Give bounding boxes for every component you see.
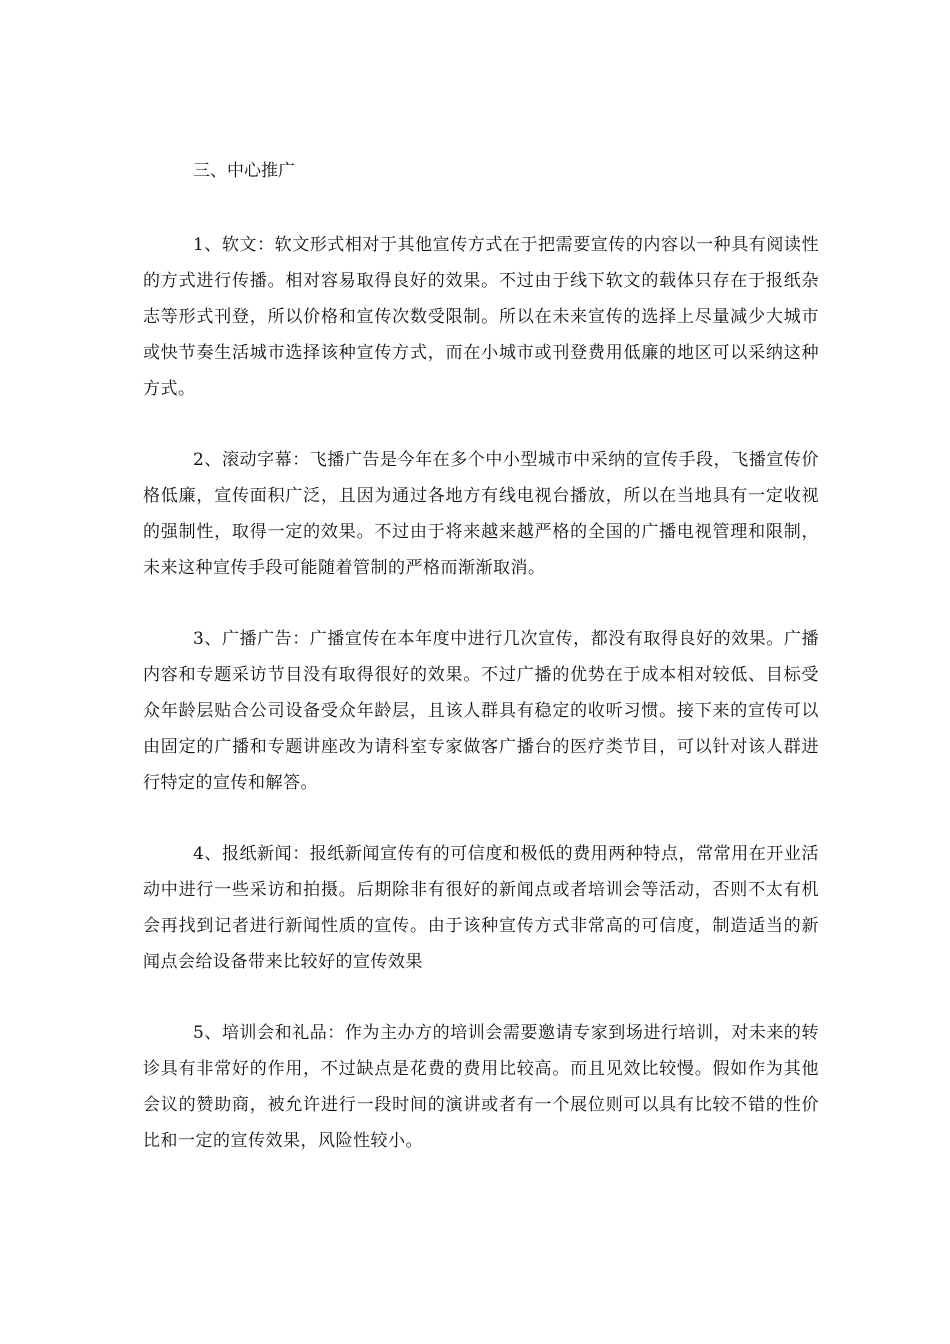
paragraph-soft-article: 1、软文：软文形式相对于其他宣传方式在于把需要宣传的内容以一种具有阅读性的方式进行传播。相对容易取得良好的效果。不过由于线下软文的载体只存在于报纸杂志等形式刊登，所以价格和宣传次数受限制。所以在未来宣传的选择上尽量减少大城市或快节奏生活城市选择该种宣传方式，而在小城市或刊登费用低廉的地区可以采纳这种方式。 (143, 235, 819, 399)
paragraph-radio-advertising: 3、广播广告：广播宣传在本年度中进行几次宣传，都没有取得良好的效果。广播内容和专题采访节目没有取得很好的效果。不过广播的优势在于成本相对较低、目标受众年龄层贴合公司设备受众年龄层，且该人群具有稳定的收听习惯。接下来的宣传可以由固定的广播和专题讲座改为请科室专家做客广播台的医疗类节目，可以针对该人群进行特定的宣传和解答。 (143, 629, 819, 793)
paragraph-training-and-gifts: 5、培训会和礼品：作为主办方的培训会需要邀请专家到场进行培训，对未来的转诊具有非常好的作用，不过缺点是花费的费用比较高。而且见效比较慢。假如作为其他会议的赞助商，被允许进行一段时间的演讲或者有一个展位则可以具有比较不错的性价比和一定的宣传效果，风险性较小。 (143, 1023, 819, 1151)
section-heading: 三、中心推广 (193, 161, 295, 181)
document-body (143, 153, 819, 1159)
paragraph-newspaper-news: 4、报纸新闻：报纸新闻宣传有的可信度和极低的费用两种特点，常常用在开业活动中进行一些采访和拍摄。后期除非有很好的新闻点或者培训会等活动，否则不太有机会再找到记者进行新闻性质的宣传。由于该种宣传方式非常高的可信度，制造适当的新闻点会给设备带来比较好的宣传效果 (143, 844, 819, 972)
paragraph-scrolling-caption: 2、滚动字幕：飞播广告是今年在多个中小型城市中采纳的宣传手段，飞播宣传价格低廉，宣传面积广泛，且因为通过各地方有线电视台播放，所以在当地具有一定收视的强制性，取得一定的效果。不过由于将来越来越严格的全国的广播电视管理和限制，未来这种宣传手段可能随着管制的严格而渐渐取消。 (143, 450, 819, 578)
